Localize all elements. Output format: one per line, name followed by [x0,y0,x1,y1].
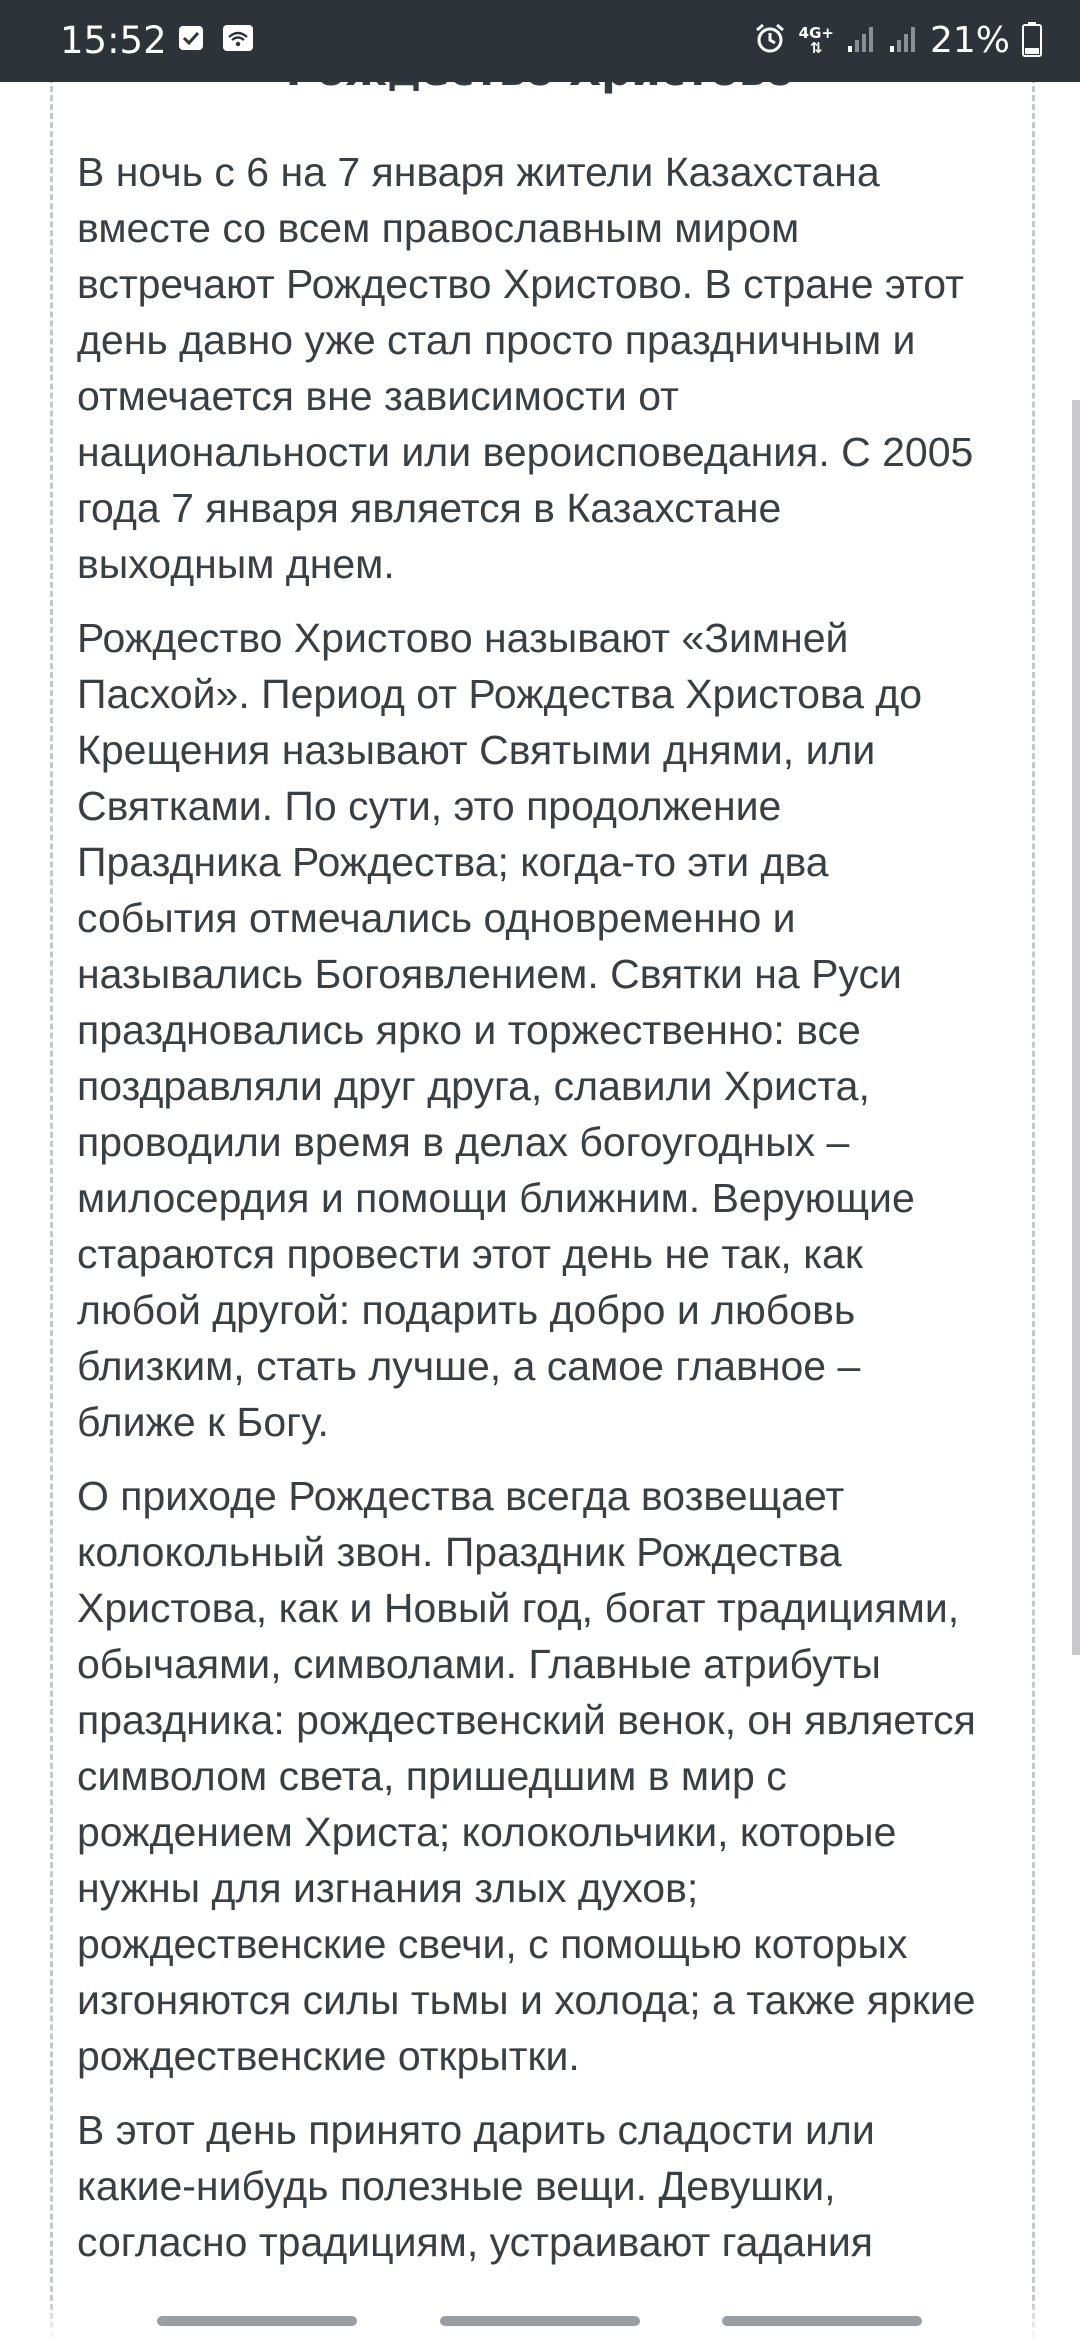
checkbox-notification-icon [178,25,204,55]
status-right-group [753,0,1042,82]
battery-icon [1022,21,1042,61]
status-time: 15:52 [60,19,167,62]
page-indicator [440,2316,640,2326]
signal-icon [846,24,876,58]
article-body [77,144,977,2288]
article-paragraph: В ночь с 6 на 7 января жители Казахстана вместе со всем православным миром встречают Рождество Христово. В стране этот день давно уже стал просто праздничным и отмечается вне зависимости от национальности или вероисповедания. С 2005 года 7 января является в Казахстане выходным днем. [77,149,974,587]
article-paragraph: В этот день принято дарить сладости или какие-нибудь полезные вещи. Девушки, согласно традициям, устраивают гадания [77,2107,875,2265]
network-type-label [799,26,834,56]
battery-percent: 21% [929,20,1010,61]
wifi-notification-icon [222,24,254,56]
alarm-icon [753,22,787,60]
scrollbar[interactable] [1072,400,1080,1655]
status-bar [0,0,1080,82]
notification-icons [178,20,254,60]
article-paragraph: О приходе Рождества всегда возвещает колокольный звон. Праздник Рождества Христова, как и Новый год, богат традициями, обычаями, символами. Главные атрибуты праздника: рождественский венок, он является символом света, пришедшим в мир с рождением Христа; колокольчики, которые нужны для изгнания злых духов; рождественские свечи, с помощью которых изгоняются силы тьмы и холода; а также яркие рождественские открытки. [77,1473,976,2079]
signal-icon [888,24,918,58]
article-paragraph: Рождество Христово называют «Зимней Пасхой». Период от Рождества Христова до Крещения называют Святыми днями, или Святками. По сути, это продолжение Праздника Рождества; когда-то эти два события отмечались одновременно и назывались Богоявлением. Святки на Руси праздновались ярко и торжественно: все поздравляли друг друга, славили Христа, проводили время в делах богоугодных – милосердия и помощи ближним. Верующие стараются провести этот день не так, как любой другой: подарить добро и любовь близким, стать лучше, а самое главное – ближе к Богу. [77,615,923,1445]
network-type-text: 4G+ [798,24,834,42]
data-arrows-icon: ⇅ [810,39,823,57]
page-indicator [722,2316,922,2326]
page-indicator [157,2316,357,2326]
